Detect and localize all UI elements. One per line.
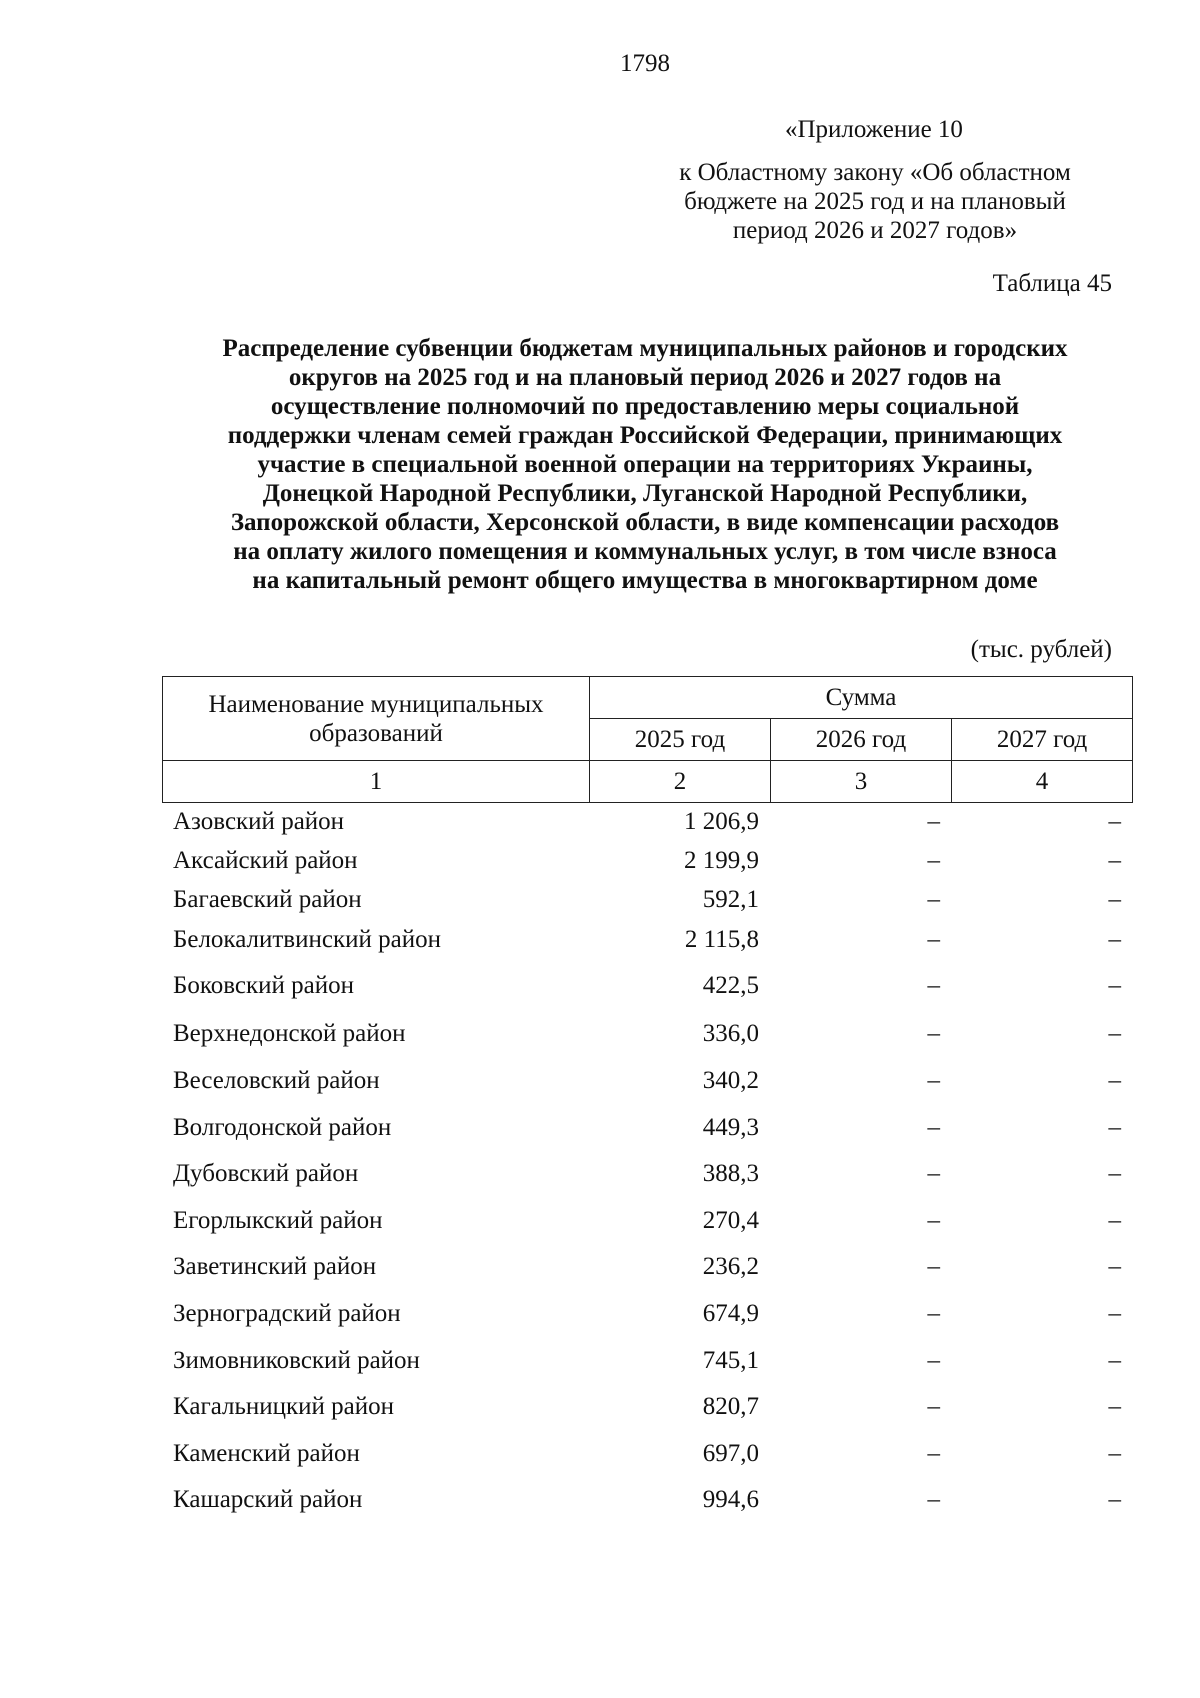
value-2025: 340,2 bbox=[702, 1066, 759, 1094]
value-2027: – bbox=[1108, 885, 1121, 913]
value-2027: – bbox=[1108, 1486, 1121, 1513]
table-number: Таблица 45 bbox=[992, 270, 1112, 297]
value-2027: – bbox=[1108, 1393, 1121, 1420]
municipality-name: Боковский район bbox=[173, 972, 354, 999]
value-2027: – bbox=[1108, 846, 1121, 874]
municipality-name: Зимовниковский район bbox=[173, 1346, 420, 1374]
value-2026: – bbox=[927, 972, 940, 999]
subvention-table-header bbox=[162, 676, 1133, 803]
municipality-name: Каменский район bbox=[173, 1439, 360, 1467]
value-2025: 270,4 bbox=[702, 1206, 759, 1234]
header-municipality-name: Наименование муниципальных образований bbox=[163, 677, 590, 761]
municipality-name: Кагальницкий район bbox=[173, 1393, 395, 1420]
value-2025: 820,7 bbox=[702, 1393, 759, 1420]
column-number: 2 bbox=[590, 761, 771, 803]
table-row bbox=[162, 1290, 1132, 1337]
value-2025: 2 115,8 bbox=[684, 926, 759, 953]
municipality-name: Кашарский район bbox=[173, 1486, 363, 1513]
value-2025: 449,3 bbox=[702, 1113, 759, 1141]
appendix-reference bbox=[640, 158, 1110, 245]
table-row bbox=[162, 1244, 1132, 1290]
appendix-title: «Приложение 10 bbox=[785, 116, 963, 143]
municipality-name: Азовский район bbox=[173, 807, 345, 835]
header-year-2026: 2026 год bbox=[771, 719, 952, 761]
table-row bbox=[162, 802, 1132, 841]
table-row bbox=[162, 961, 1132, 1011]
value-2027: – bbox=[1108, 1439, 1121, 1467]
value-2027: – bbox=[1108, 1066, 1121, 1094]
value-2026: – bbox=[927, 807, 940, 835]
value-2027: – bbox=[1108, 972, 1121, 999]
value-2026: – bbox=[927, 1020, 940, 1047]
table-row bbox=[162, 1151, 1132, 1197]
table-row bbox=[162, 1057, 1132, 1104]
table-row bbox=[162, 1011, 1132, 1057]
value-2027: – bbox=[1108, 1160, 1121, 1187]
header-year-2027: 2027 год bbox=[952, 719, 1133, 761]
municipality-name: Дубовский район bbox=[173, 1160, 359, 1187]
value-2027: – bbox=[1108, 1299, 1121, 1327]
municipality-name: Егорлыкский район bbox=[173, 1206, 383, 1234]
table-row bbox=[162, 1430, 1132, 1477]
table-row bbox=[162, 1197, 1132, 1244]
value-2026: – bbox=[927, 1206, 940, 1234]
table-row bbox=[162, 1104, 1132, 1151]
title-line: участие в специальной военной операции на территориях Украины, bbox=[257, 451, 1033, 478]
value-2026: – bbox=[927, 1439, 940, 1467]
title-line: на оплату жилого помещения и коммунальных услуг, в том числе взноса bbox=[233, 538, 1057, 565]
value-2025: 236,2 bbox=[702, 1253, 759, 1280]
value-2026: – bbox=[927, 1253, 940, 1280]
table-row bbox=[162, 880, 1132, 919]
value-2026: – bbox=[927, 1346, 940, 1374]
value-2025: 994,6 bbox=[702, 1486, 759, 1513]
value-2026: – bbox=[927, 1160, 940, 1187]
table-row bbox=[162, 1477, 1132, 1523]
municipality-name: Волгодонской район bbox=[173, 1113, 392, 1141]
header-year-2025: 2025 год bbox=[590, 719, 771, 761]
table-row bbox=[162, 1337, 1132, 1384]
title-line: Донецкой Народной Республики, Луганской Народной Республики, bbox=[262, 480, 1028, 507]
municipality-name: Зерноградский район bbox=[173, 1299, 401, 1327]
value-2025: 2 199,9 bbox=[684, 846, 759, 874]
table-row bbox=[162, 919, 1132, 961]
table-body bbox=[162, 802, 1132, 1523]
value-2025: 697,0 bbox=[702, 1439, 759, 1467]
value-2025: 1 206,9 bbox=[684, 807, 759, 835]
value-2027: – bbox=[1108, 1253, 1121, 1280]
value-2026: – bbox=[927, 1299, 940, 1327]
units-label: (тыс. рублей) bbox=[970, 636, 1112, 663]
value-2025: 388,3 bbox=[702, 1160, 759, 1187]
value-2026: – bbox=[927, 1113, 940, 1141]
title-line: поддержки членам семей граждан Российской Федерации, принимающих bbox=[227, 422, 1063, 449]
value-2027: – bbox=[1108, 807, 1121, 835]
municipality-name: Заветинский район bbox=[173, 1253, 377, 1280]
value-2026: – bbox=[927, 1393, 940, 1420]
value-2025: 592,1 bbox=[702, 885, 759, 913]
value-2026: – bbox=[927, 926, 940, 953]
page-number: 1798 bbox=[620, 50, 670, 77]
value-2025: 674,9 bbox=[702, 1299, 759, 1327]
appendix-ref-line: бюджете на 2025 год и на плановый bbox=[684, 188, 1066, 215]
title-line: на капитальный ремонт общего имущества в многоквартирном доме bbox=[252, 567, 1038, 594]
municipality-name: Белокалитвинский район bbox=[173, 926, 441, 953]
value-2027: – bbox=[1108, 1020, 1121, 1047]
municipality-name: Веселовский район bbox=[173, 1066, 380, 1094]
value-2027: – bbox=[1108, 1206, 1121, 1234]
value-2025: 336,0 bbox=[702, 1020, 759, 1047]
value-2026: – bbox=[927, 846, 940, 874]
municipality-name: Верхнедонской район bbox=[173, 1020, 406, 1047]
title-line: Распределение субвенции бюджетам муниципальных районов и городских bbox=[222, 335, 1068, 362]
value-2027: – bbox=[1108, 1346, 1121, 1374]
header-sum: Сумма bbox=[590, 677, 1133, 719]
title-line: округов на 2025 год и на плановый период 2026 и 2027 годов на bbox=[288, 364, 1002, 391]
value-2025: 745,1 bbox=[702, 1346, 759, 1374]
value-2026: – bbox=[927, 1066, 940, 1094]
table-row bbox=[162, 1384, 1132, 1430]
column-number: 3 bbox=[771, 761, 952, 803]
municipality-name: Аксайский район bbox=[173, 846, 358, 874]
column-number: 4 bbox=[952, 761, 1133, 803]
title-line: осуществление полномочий по предоставлению меры социальной bbox=[270, 393, 1020, 420]
document-title bbox=[150, 334, 1140, 595]
municipality-name: Багаевский район bbox=[173, 885, 362, 913]
appendix-ref-line: к Областному закону «Об областном bbox=[679, 159, 1071, 186]
value-2025: 422,5 bbox=[702, 972, 759, 999]
column-number: 1 bbox=[163, 761, 590, 803]
value-2026: – bbox=[927, 885, 940, 913]
value-2027: – bbox=[1108, 1113, 1121, 1141]
value-2027: – bbox=[1108, 926, 1121, 953]
title-line: Запорожской области, Херсонской области, в виде компенсации расходов bbox=[230, 509, 1060, 536]
value-2026: – bbox=[927, 1486, 940, 1513]
appendix-ref-line: период 2026 и 2027 годов» bbox=[732, 217, 1018, 244]
table-row bbox=[162, 841, 1132, 880]
